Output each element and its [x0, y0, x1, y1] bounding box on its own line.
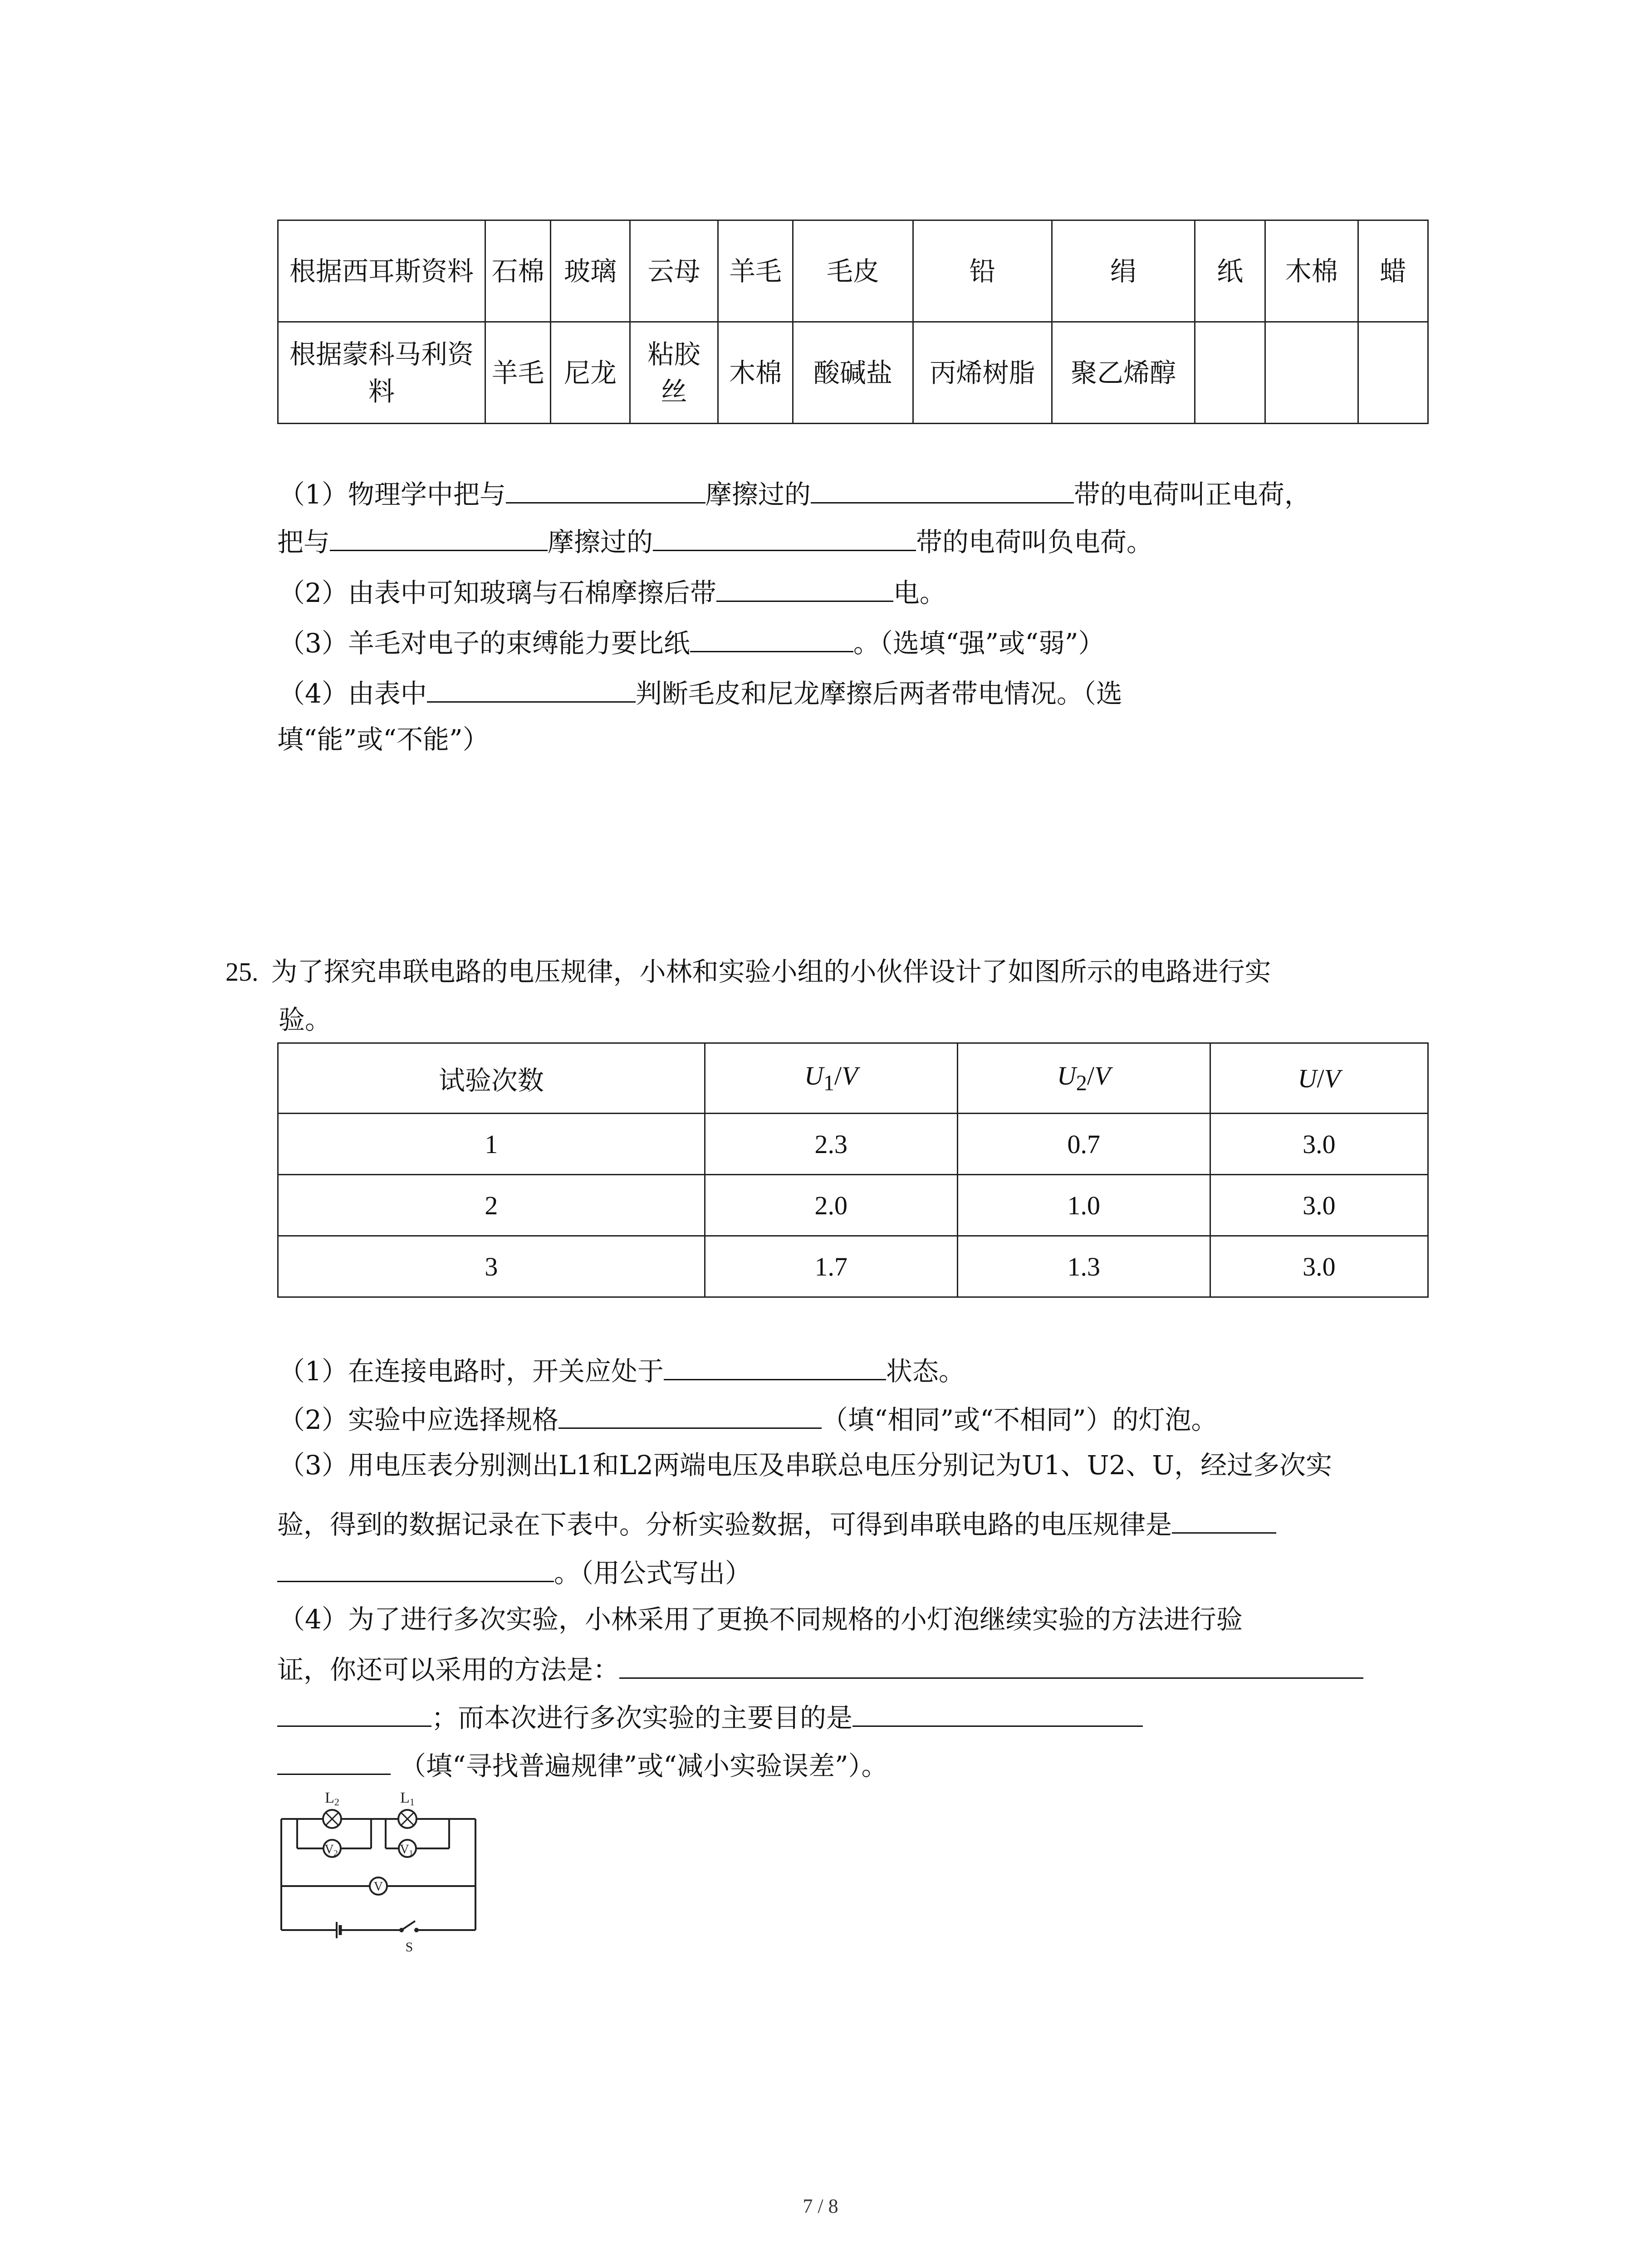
q25-part3-line2: 验，得到的数据记录在下表中。分析实验数据，可得到串联电路的电压规律是 [277, 1504, 1276, 1543]
voltmeter-v2-label: V2 [324, 1843, 338, 1857]
lamp-l2-label: L2 [325, 1789, 339, 1808]
table-cell [1195, 322, 1265, 424]
lamp-l2-icon [326, 1813, 338, 1825]
table-cell [1358, 322, 1428, 424]
voltmeter-v1-label: V1 [400, 1843, 413, 1857]
q25-part4-line1: （4）为了进行多次实验，小林采用了更换不同规格的小灯泡继续实验的方法进行验 [279, 1604, 1243, 1635]
table-cell: 石棉 [485, 220, 550, 322]
table-cell: 1.7 [705, 1236, 957, 1297]
q25-part4-line3: ；而本次进行多次实验的主要目的是 [277, 1697, 1143, 1736]
table-cell: 2.0 [705, 1175, 957, 1236]
table-cell: 3.0 [1210, 1175, 1428, 1236]
q24-part1-line2: 把与 摩擦过的 带的电荷叫负电荷。 [277, 522, 1153, 560]
table-cell: 纸 [1195, 220, 1265, 322]
q24-part4-line1: （4）由表中 判断毛皮和尼龙摩擦后两者带电情况。（选 [279, 673, 1122, 712]
answer-blank[interactable] [811, 474, 1074, 503]
lamp-l1-label: L1 [400, 1789, 415, 1808]
q25-part2: （2）实验中应选择规格 （填“相同”或“不相同”）的灯泡。 [279, 1399, 1218, 1438]
table-cell: 木棉 [1265, 220, 1358, 322]
table-cell: 聚乙烯醇 [1052, 322, 1195, 424]
voltage-table [277, 1042, 1429, 1298]
table-cell: 粘胶丝 [630, 322, 718, 424]
q25-part3-line3: 。（用公式写出） [277, 1553, 751, 1591]
table-cell: 2.3 [705, 1114, 957, 1175]
q25-intro-line2: 验。 [279, 1004, 332, 1035]
switch-s-label: S [405, 1940, 413, 1955]
table-cell: 云母 [630, 220, 718, 322]
table-cell: 尼龙 [551, 322, 630, 424]
answer-blank[interactable] [716, 572, 893, 602]
q25-part3-line1: （3）用电压表分别测出L1和L2两端电压及串联总电压分别记为U1、U2、U，经过多次实 [279, 1450, 1332, 1481]
circuit-diagram [272, 1783, 490, 1955]
table-cell: 3.0 [1210, 1114, 1428, 1175]
table-cell: 玻璃 [551, 220, 630, 322]
page-number: 7 / 8 [803, 2195, 838, 2217]
q25-part4-line2: 证，你还可以采用的方法是： [277, 1649, 1363, 1688]
answer-blank[interactable] [1172, 1504, 1276, 1534]
q24-part2: （2）由表中可知玻璃与石棉摩擦后带 电。 [279, 572, 946, 611]
answer-blank[interactable] [653, 522, 916, 551]
answer-blank[interactable] [277, 1745, 391, 1775]
table-cell: 毛皮 [793, 220, 913, 322]
q24-part3: （3）羊毛对电子的束缚能力要比纸 。（选填“强”或“弱”） [279, 623, 1105, 661]
q24-part4-line2: 填“能”或“不能”） [277, 724, 489, 755]
answer-blank[interactable] [558, 1399, 822, 1429]
lamp-l1-icon [401, 1813, 414, 1825]
answer-blank[interactable] [427, 673, 636, 703]
battery-icon [337, 1922, 340, 1938]
answer-blank[interactable] [330, 522, 548, 551]
table-cell: 蜡 [1358, 220, 1428, 322]
table-header: 试验次数 [278, 1043, 705, 1114]
table-cell: 3.0 [1210, 1236, 1428, 1297]
table-cell: 根据西耳斯资料 [278, 220, 485, 322]
table-cell: 3 [278, 1236, 705, 1297]
question-number: 25. [225, 957, 259, 987]
triboelectric-table [277, 220, 1429, 424]
table-cell: 羊毛 [718, 220, 793, 322]
table-cell: 1.3 [957, 1236, 1210, 1297]
answer-blank[interactable] [664, 1351, 886, 1380]
answer-blank[interactable] [277, 1697, 431, 1727]
table-cell: 根据蒙科马利资料 [278, 322, 485, 424]
q25-part4-line4: （填“寻找普遍规律”或“减小实验误差”）。 [277, 1745, 888, 1784]
table-header-u2: $U_2/V$ [957, 1043, 1210, 1114]
table-cell: 绢 [1052, 220, 1195, 322]
answer-blank[interactable] [852, 1697, 1143, 1727]
table-cell: 酸碱盐 [793, 322, 913, 424]
table-cell [1265, 322, 1358, 424]
answer-blank[interactable] [619, 1649, 1363, 1679]
answer-blank[interactable] [506, 474, 705, 503]
table-cell: 0.7 [957, 1114, 1210, 1175]
q25-part1: （1）在连接电路时，开关应处于 状态。 [279, 1351, 965, 1389]
q24-part1-line1: （1）物理学中把与 摩擦过的 带的电荷叫正电荷， [279, 474, 1311, 513]
answer-blank[interactable] [690, 623, 853, 652]
table-cell: 1 [278, 1114, 705, 1175]
table-cell: 丙烯树脂 [913, 322, 1052, 424]
q25-intro-line1: 25. 为了探究串联电路的电压规律，小林和实验小组的小伙伴设计了如图所示的电路进行实 [225, 956, 1271, 987]
table-cell: 木棉 [718, 322, 793, 424]
table-cell: 1.0 [957, 1175, 1210, 1236]
table-cell: 铅 [913, 220, 1052, 322]
table-header-u: U/V [1210, 1043, 1428, 1114]
table-cell: 2 [278, 1175, 705, 1236]
answer-blank[interactable] [277, 1553, 554, 1582]
table-cell: 羊毛 [485, 322, 550, 424]
voltmeter-v-label: V [373, 1880, 383, 1894]
table-header-u1: $U_1/V$ [705, 1043, 957, 1114]
